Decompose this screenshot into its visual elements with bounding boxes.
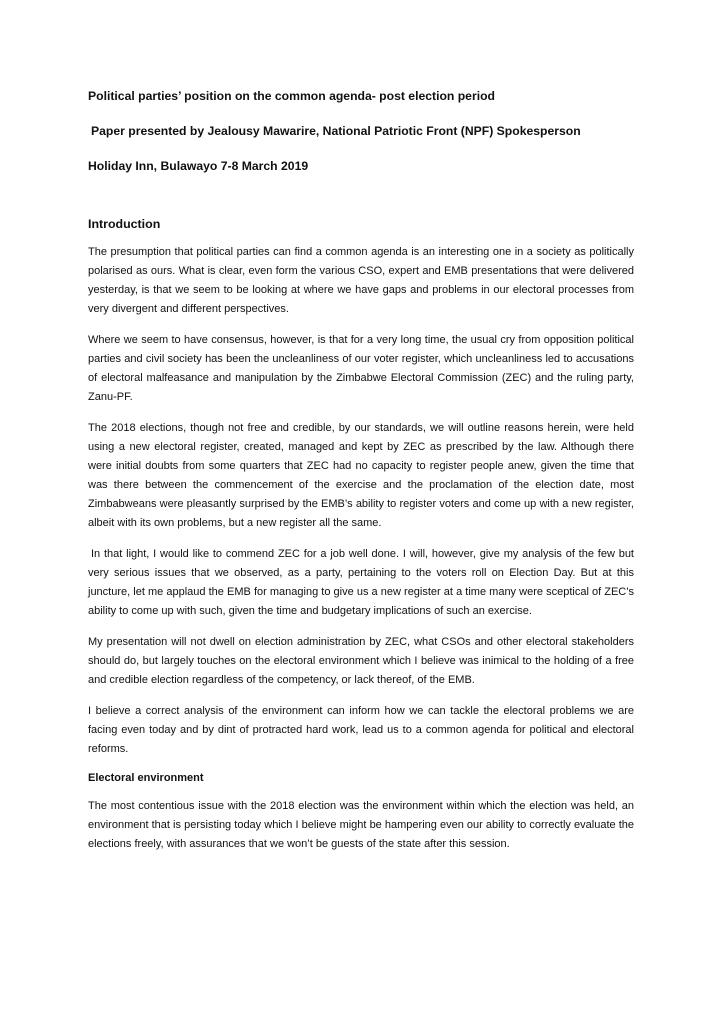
document-presenter: Paper presented by Jealousy Mawarire, National Patriotic Front (NPF) Spokesperson xyxy=(91,124,581,138)
paragraph: In that light, I would like to commend ZEC for a job well done. I will, however, give my analysis of the few but very serious issues that we observed, as a party, pertaining to the voters roll on Election Day. But at this juncture, let me applaud the EMB for managing to give us a new register at a time many were sceptical of ZEC’s ability to come up with such, given the time and budgetary implications of such an exercise. xyxy=(88,548,634,617)
paragraph: I believe a correct analysis of the environment can inform how we can tackle the electoral problems we are facing even today and by dint of protracted hard work, lead us to a common agenda for political and electoral reforms. xyxy=(88,705,634,755)
paragraph: The presumption that political parties can find a common agenda is an interesting one in a society as politically polarised as ours. What is clear, even form the various CSO, expert and EMB presentations that were delivered yesterday, is that we seem to be looking at where we have gaps and problems in our electoral processes from very divergent and different perspectives. xyxy=(88,246,634,315)
document-page xyxy=(88,88,634,866)
document-venue-date: Holiday Inn, Bulawayo 7-8 March 2019 xyxy=(88,159,309,173)
paragraph: The 2018 elections, though not free and credible, by our standards, we will outline reasons herein, were held using a new electoral register, created, managed and kept by ZEC as prescribed by the law. Although there were initial doubts from some quarters that ZEC had no capacity to register people anew, given the time that was there between the commencement of the exercise and the proclamation of the election date, most Zimbabweans were pleasantly surprised by the EMB’s ability to register voters and come up with a new register, albeit with its own problems, but a new register all the same. xyxy=(88,422,634,529)
section-heading-introduction: Introduction xyxy=(88,217,161,231)
paragraph: Where we seem to have consensus, however, is that for a very long time, the usual cry from opposition political parties and civil society has been the uncleanliness of our voter register, which uncleanliness led to accusations of electoral malfeasance and manipulation by the Zimbabwe Electoral Commission (ZEC) and the ruling party, Zanu-PF. xyxy=(88,334,634,403)
section-heading-electoral-environment: Electoral environment xyxy=(88,772,204,784)
paragraph: My presentation will not dwell on election administration by ZEC, what CSOs and other electoral stakeholders should do, but largely touches on the electoral environment which I believe was inimical to the holding of a free and credible election regardless of the competency, or lack thereof, of the EMB. xyxy=(88,636,634,686)
document-title: Political parties’ position on the common agenda- post election period xyxy=(88,89,495,103)
paragraph: The most contentious issue with the 2018 election was the environment within which the election was held, an environment that is persisting today which I believe might be hampering even our ability to correctly evaluate the elections freely, with assurances that we won’t be guests of the state after this session. xyxy=(88,800,634,850)
